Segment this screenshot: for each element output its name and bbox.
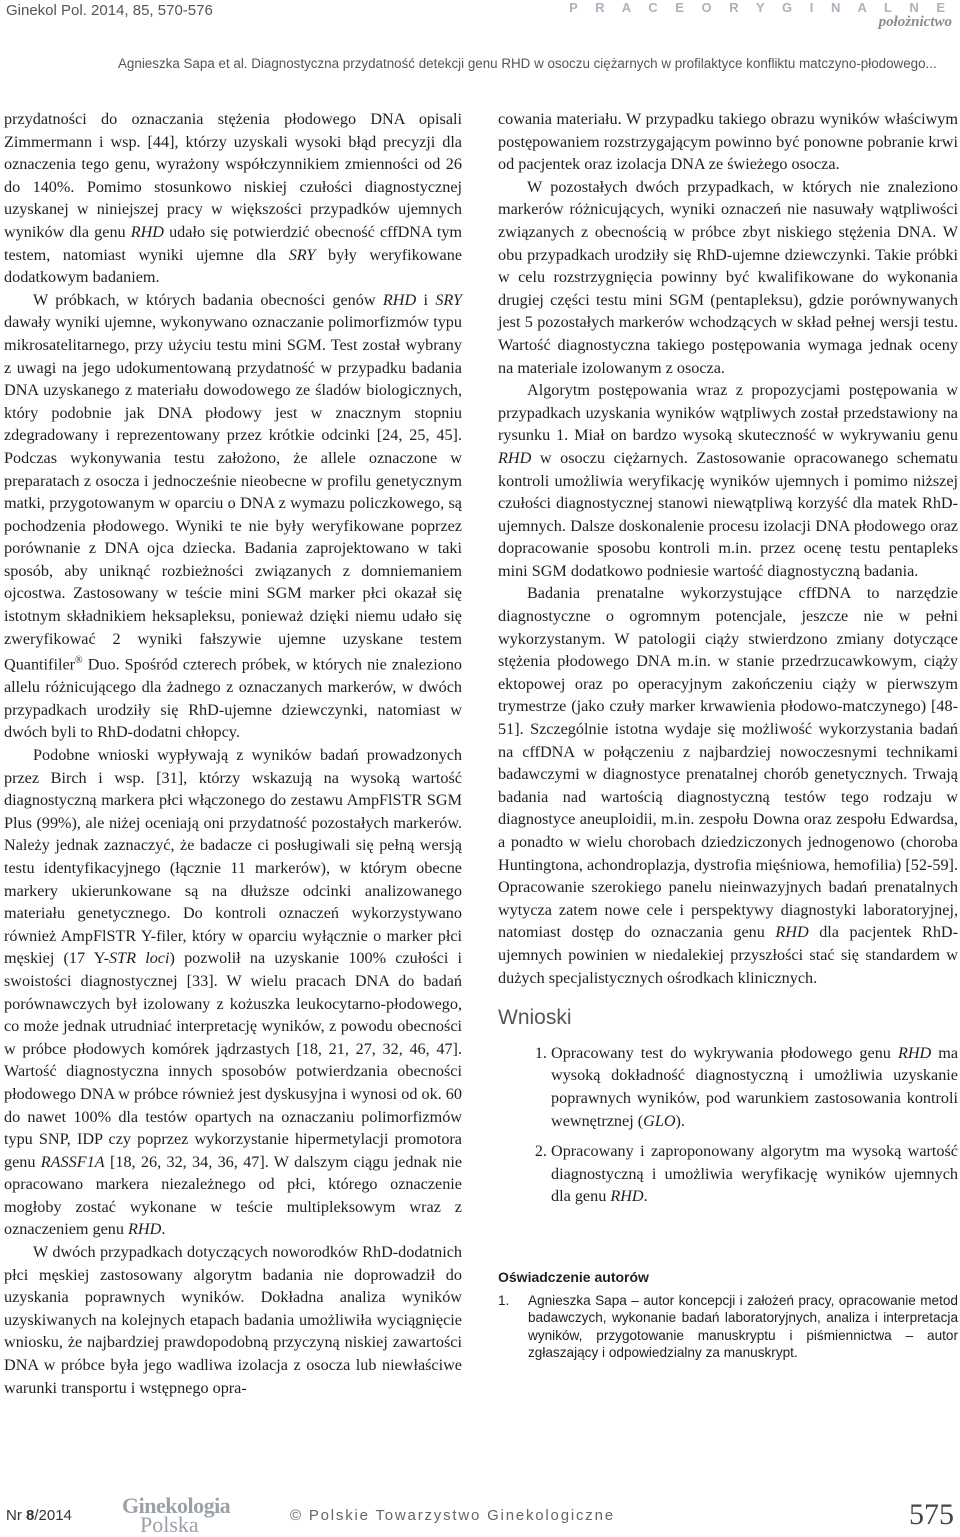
journal-logo: Ginekologia Polska xyxy=(122,1493,231,1537)
declaration-number: 1. xyxy=(498,1292,510,1308)
paragraph: przydatności do oznaczania stężenia płodowego DNA opisali Zimmermann i wsp. [44], którzy uzyskali wysoki błąd precyzji dla oznaczenia tego genu, wyrażony współczynnikiem zmienności od 26 do 140%. Pomimo stosunkowo niskiej czułości diagnostycznej uzyskanej w niniejszej pracy w większości przypadków ujemnych wyników dla genu RHD udało się potwierdzić obecność cffDNA tym testem, natomiast wyniki ujemne dla SRY były weryfikowane dodatkowym badaniem. xyxy=(4,110,463,287)
publisher: © Polskie Towarzystwo Ginekologiczne xyxy=(290,1507,615,1524)
conclusions-list xyxy=(498,1042,958,1208)
journal-citation: Ginekol Pol. 2014, 85, 570-576 xyxy=(6,2,213,19)
right-column xyxy=(498,108,958,1362)
declaration-heading: Oświadczenie autorów xyxy=(498,1268,649,1285)
declaration-text: Agnieszka Sapa – autor koncepcji i założeń pracy, opracowanie metod badawczych, wykonanie badań laboratoryjnych, analiza i interpretacja wyników, przygotowanie manuskryptu i piśmiennictwa – autor zgłaszający i odpowiedzialny za manuskrypt. xyxy=(528,1292,958,1361)
list-item: 1. Opracowany test do wykrywania płodowego genu RHD ma wysoką dokładność diagnostyczną i umożliwia uzyskanie poprawnych wyników, pod warunkiem zastosowania kontroli wewnętrznej (GLO). xyxy=(551,1042,958,1132)
section-title: P R A C E O R Y G I N A L N E xyxy=(569,0,952,15)
paragraph: W dwóch przypadkach dotyczących noworodków RhD-dodatnich płci męskiej zastosowany algorytm badania nie doprowadził do uzyskania poprawnych wyników. Dokładna analiza wyników uzyskiwanych na kolejnych etapach badania umożliwiła wyciągnięcie wniosku, że najbardziej prawdopodobną przyczyną niskiej zawartości DNA w próbce była jego wadliwa izolacja z osocza lub niewłaściwe warunki transportu i wstępnego opra- xyxy=(4,1243,462,1397)
list-item: 2. Opracowany i zaproponowany algorytm ma wysoką wartość diagnostyczną i umożliwia weryfikację wyników ujemnych dla genu RHD. xyxy=(551,1140,958,1208)
paragraph: Badania prenatalne wykorzystujące cffDNA to narzędzie diagnostyczne o ogromnym potencjale, jeszcze nie w pełni wykorzystanym. W patologii ciąży stwierdzono zmiany dotyczące stężenia płodowego DNA m.in. w stanie przedrzucawkowym, ciąży ektopowej oraz po operacyjnym zakończeniu ciąży w pierwszym trymestrze (jako czuły marker krwawienia płodowo-matczynego) [48-51]. Szczególnie istotna wydaje się możliwość wykorzystania badań na cffDNA w połączeniu z najbardziej nowoczesnymi technikami badawczymi w diagnostyce prenatalnej chorób genetycznych. Trwają badania nad wartością diagnostyczną testów tego rodzaju w diagnostyce aneuploidii, m.in. zespołu Downa oraz zespołu Edwardsa, a ponadto w wielu chorobach dziedziczonych jednogenowo (choroba Huntingtona, achondroplazja, dystrofia mięśniowa, hemofilia) [52-59]. Opracowanie szerokiego panelu nieinwazyjnych badań prenatalnych wytycza zatem nowe cele i perspektywy diagnostyki laboratoryjnej, natomiast dostęp do oznaczania genu RHD dla pacjentek RhD-ujemnych powinien w niedalekiej przyszłości stać się standardem w dużych specjalistycznych ośrodkach klinicznych. xyxy=(498,584,959,987)
paragraph: Algorytm postępowania wraz z propozycjami postępowania w przypadkach uzyskania wyników wątpliwych został przedstawiony na rysunku 1. Miał on bardzo wysoką skuteczność w wykrywaniu genu RHD w osoczu ciężarnych. Zastosowanie opracowanego schematu kontroli umożliwia weryfikację wyników ujemnych i pomimo niższej czułości diagnostycznej stanowi niewątpliwą korzyść dla matek RhD-ujemnych. Dalsze doskonalenie procesu izolacji DNA płodowego oraz dopracowanie sposobu kontroli m.in. przez ocenę testu pentapleks mini SGM dodatkowo podniesie wartość diagnostyczną badania. xyxy=(498,381,958,580)
left-column xyxy=(4,108,462,1399)
paragraph: cowania materiału. W przypadku takiego obrazu wyników właściwym postępowaniem rozstrzygającym powinno być ponowne pobranie krwi od pacjentek oraz izolacja DNA ze świeżego osocza. xyxy=(498,110,958,174)
paragraph: W próbkach, w których badania obecności genów RHD i SRY dawały wyniki ujemne, wykonywano oznaczanie polimorfizmów typu mikrosatelitarnego, przy użyciu testu mini SGM. Test został wybrany z uwagi na jego udokumentowaną przydatność w przypadku badania DNA uzyskanego z materiału dowodowego ze śladów biologicznych, który podobnie jak DNA płodowy jest w znacznym stopniu zdegradowany i reprezentowany przez krótkie odcinki [24, 25, 45]. Podczas wykonywania testu założono, że allele oznaczone w preparatach z osocza i jednocześnie nieobecne w profilu genetycznym matki, przygotowanym w oparciu o DNA z wymazu policzkowego, są pochodzenia płodowego. Wyniki te nie były weryfikowane poprzez porównanie z DNA ojca dziecka. Badania zaprojektowano w taki sposób, aby uniknąć rozbieżności związanych z domniemaniem ojcostwa. Zastosowany w teście mini SGM marker płci okazał się istotnym składnikiem heksapleksu, ponieważ dzięki niemu udało się zweryfikować 2 wyniki fałszywie ujemne uzyskane testem Quantifiler® Duo. Spośród czterech próbek, w których nie znaleziono allelu różnicującego dla żadnego z oznaczanych markerów, w dwóch przypadkach urodziły się RhD-ujemne dziewczynki, natomiast w dwóch byli to RhD-dodatni chłopcy. xyxy=(4,290,463,742)
conclusions-heading: Wnioski xyxy=(498,1006,572,1030)
paragraph: Podobne wnioski wypływają z wyników badań prowadzonych przez Birch i wsp. [31], którzy wskazują na wysoką wartość diagnostyczną markera płci włączonego do zestawu AmpFlSTR SGM Plus (99%), ale niżej oceniają oni przydatność pozostałych markerów. Należy jednak zaznaczyć, że badacze ci posługiwali się pełną wersją testu identyfikacyjnego (łącznie 11 markerów), w którym obecne markery ukierunkowane są na dłuższe odcinki analizowanego materiału genetycznego. Do kontroli oznaczeń wykorzystywano również AmpFlSTR Y-filer, który w oparciu wyłącznie o marker płci męskiej (17 Y-STR loci) pozwolił na uzyskanie 100% czułości i swoistości diagnostycznej [33]. W wielu pracach DNA do badań porównawczych był izolowany z kożuszka leukocytarno-płodowego, co może jednak utrudniać interpretację wyników, z powodu obecności w próbce płodowych komórek jądrzastych [18, 21, 27, 32, 46, 47]. Wartość diagnostyczna innych sposobów potwierdzania obecności płodowego DNA w próbce również jest dyskusyjna i wynosi od ok. 60 do nawet 100% dla testów opartych na oznaczaniu polimorfizmów typu SNP, IDP czy poprzez wykorzystanie hipermetylacji promotora genu RASSF1A [18, 26, 32, 34, 36, 47]. W dalszym ciągu jednak nie opracowano markera niezależnego od płci, którego oznaczenie mogłoby zostać wykonane w teście multipleksowym wraz z oznaczeniem genu RHD. xyxy=(4,746,463,1239)
issue-number: Nr 8/2014 xyxy=(6,1507,72,1524)
page-number: 575 xyxy=(909,1498,954,1531)
section-subtitle: położnictwo xyxy=(878,14,952,30)
paragraph: W pozostałych dwóch przypadkach, w których nie znaleziono markerów różnicujących, wyniki oznaczeń nie nasuwały wątpliwości związanych z obecnością w próbce zbyt niskiego stężenia DNA. W obu przypadkach urodziły się RhD-ujemne dziewczynki. Takie próbki w celu rozstrzygnięcia powinny być kwalifikowane do wykonania drugiej części testu mini SGM (pentapleksu), gdzie porównywanych jest 5 pozostałych markerów wchodzących w skład pełnej wersji testu. Wartość diagnostyczna takiego postępowania wymaga jednak oceny na materiale izolowanym z osocza. xyxy=(498,177,958,377)
declaration-item xyxy=(498,1292,958,1362)
running-title: Agnieszka Sapa et al. Diagnostyczna przydatność detekcji genu RHD w osoczu ciężarnych w profilaktyce konfliktu matczyno-płodowego... xyxy=(118,56,937,71)
section-label xyxy=(569,0,952,31)
